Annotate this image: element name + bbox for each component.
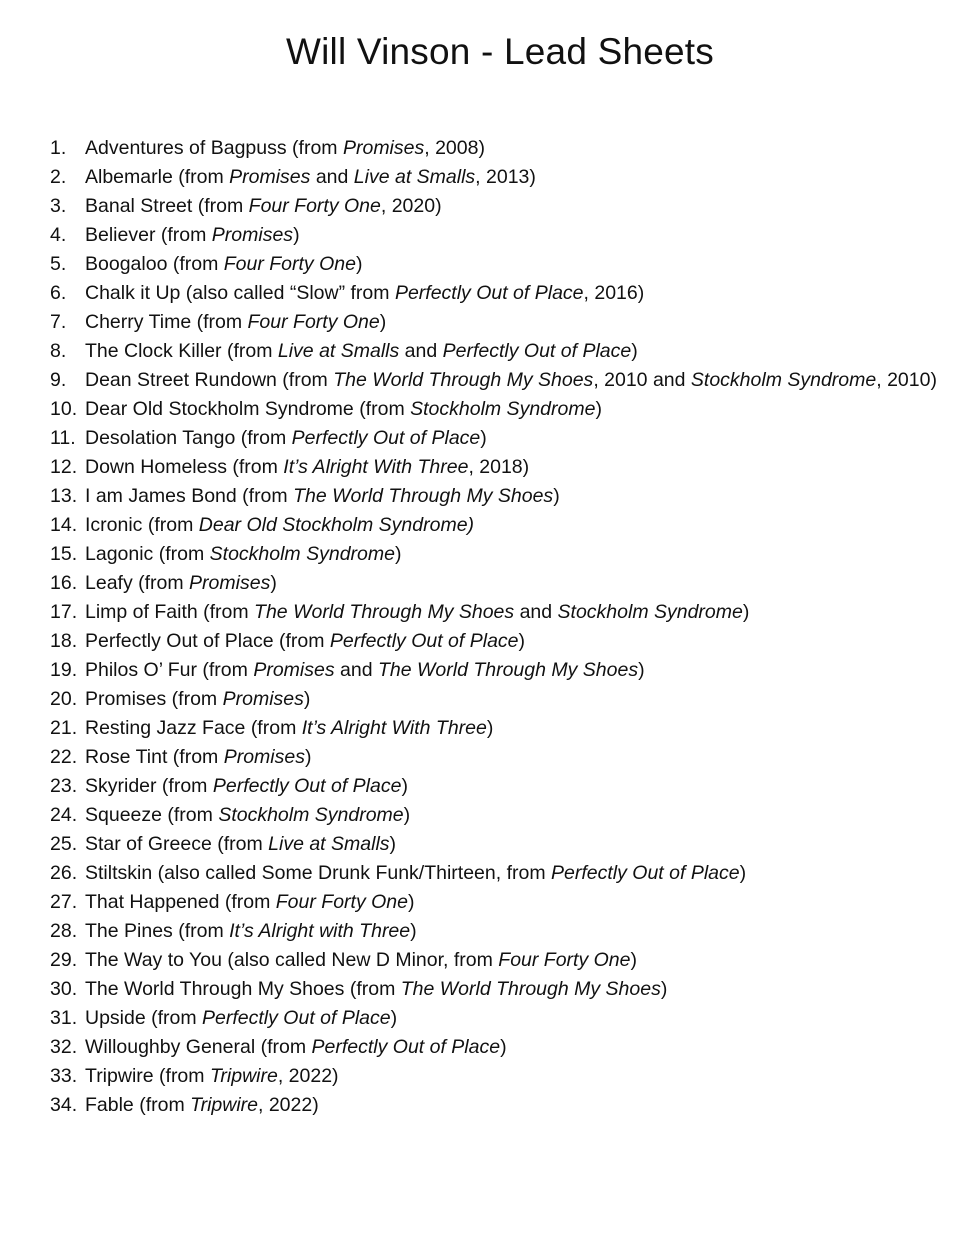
item-text-segment: ): [389, 833, 397, 855]
item-number: 16.: [50, 572, 78, 594]
item-text-segment: and: [399, 340, 443, 362]
album-title: Live at Smalls: [353, 166, 476, 188]
lead-sheet-item: [50, 279, 960, 308]
lead-sheet-item: [50, 888, 960, 917]
item-number: 13.: [50, 485, 78, 507]
item-number: 7.: [50, 311, 67, 333]
lead-sheet-item: [50, 975, 960, 1004]
album-title: Promises: [211, 224, 294, 246]
item-text: [85, 279, 960, 308]
item-number: 31.: [50, 1007, 78, 1029]
item-text-segment: ): [410, 920, 417, 942]
album-title: Promises: [229, 166, 311, 188]
album-title: Promises: [222, 688, 304, 710]
lead-sheet-item: [50, 221, 960, 250]
item-text-segment: and: [514, 601, 558, 623]
item-text-segment: The Clock Killer (from: [85, 340, 278, 362]
item-number: 18.: [50, 630, 78, 652]
item-text-segment: and: [310, 166, 354, 188]
album-title: Stockholm Syndrome: [410, 398, 596, 420]
item-number: 15.: [50, 543, 78, 565]
album-title: The World Through My Shoes: [254, 601, 515, 623]
item-text-segment: That Happened (from: [85, 891, 276, 913]
lead-sheet-item: [50, 859, 960, 888]
item-number: 25.: [50, 833, 78, 855]
item-text-segment: ): [739, 862, 747, 884]
lead-sheet-item: [50, 569, 960, 598]
item-text: [85, 308, 960, 337]
page-title: Will Vinson - Lead Sheets: [286, 31, 714, 72]
album-title: The World Through My Shoes: [293, 485, 554, 507]
item-text-segment: ): [631, 340, 638, 362]
item-text-segment: Chalk it Up (also called “Slow” from: [85, 282, 395, 304]
album-title: Promises: [342, 137, 425, 159]
item-number: 21.: [50, 717, 78, 739]
item-text-segment: Lagonic (from: [85, 543, 210, 565]
item-number: 11.: [50, 427, 76, 449]
lead-sheet-item: [50, 308, 960, 337]
item-number: 12.: [50, 456, 78, 478]
item-text-segment: Believer (from: [85, 224, 212, 246]
item-text: [85, 424, 960, 453]
item-number: 32.: [50, 1036, 78, 1058]
item-text-segment: The Way to You (also called New D Minor, from: [85, 949, 499, 971]
album-title: The World Through My Shoes: [377, 659, 639, 681]
item-text: [85, 134, 960, 163]
album-title: It’s Alright With Three: [301, 717, 487, 739]
item-text-segment: Star of Greece (from: [85, 833, 269, 855]
album-title: Four Forty One: [248, 195, 381, 217]
lead-sheet-item: [50, 743, 960, 772]
item-number: 24.: [50, 804, 78, 826]
item-text: [85, 482, 960, 511]
item-number: 10.: [50, 398, 78, 420]
item-text-segment: ): [518, 630, 526, 652]
item-text-segment: Fable (from: [85, 1094, 191, 1116]
item-text-segment: , 2022): [258, 1094, 319, 1116]
item-text: [85, 453, 960, 482]
album-title: Four Forty One: [275, 891, 408, 913]
album-title: Tripwire: [209, 1065, 278, 1087]
item-number: 29.: [50, 949, 78, 971]
lead-sheet-item: [50, 337, 960, 366]
item-text: [85, 366, 960, 395]
item-text-segment: ): [303, 688, 311, 710]
item-text-segment: Cherry Time (from: [85, 311, 248, 333]
item-text: [85, 627, 960, 656]
item-text-segment: Dear Old Stockholm Syndrome (from: [85, 398, 411, 420]
album-title: Live at Smalls: [268, 833, 390, 855]
album-title: Perfectly Out of Place: [291, 427, 481, 449]
album-title: Perfectly Out of Place: [442, 340, 632, 362]
lead-sheet-item: [50, 801, 960, 830]
item-text-segment: ): [553, 485, 560, 507]
item-text-segment: , 2016): [583, 282, 645, 304]
item-number: 22.: [50, 746, 78, 768]
album-title: Perfectly Out of Place: [551, 862, 740, 884]
album-title: Promises: [253, 659, 335, 681]
item-text-segment: ): [293, 224, 300, 246]
item-text: [85, 888, 960, 917]
item-text-segment: , 2022): [277, 1065, 339, 1087]
item-text-segment: Boogaloo (from: [85, 253, 224, 275]
album-title: Dear Old Stockholm Syndrome): [198, 514, 475, 536]
item-text: [85, 772, 960, 801]
album-title: Promises: [189, 572, 271, 594]
item-number: 27.: [50, 891, 78, 913]
item-number: 30.: [50, 978, 78, 1000]
album-title: Four Forty One: [223, 253, 356, 275]
item-text-segment: Dean Street Rundown (from: [85, 369, 334, 391]
lead-sheet-item: [50, 1004, 960, 1033]
item-text: [85, 337, 960, 366]
item-text-segment: , 2020): [380, 195, 442, 217]
item-text-segment: ): [270, 572, 277, 594]
lead-sheet-item: [50, 1033, 960, 1062]
lead-sheet-item: [50, 946, 960, 975]
item-text: [85, 830, 960, 859]
item-text: [85, 917, 960, 946]
lead-sheet-item: [50, 395, 960, 424]
album-title: Tripwire: [190, 1094, 258, 1116]
album-title: Perfectly Out of Place: [311, 1036, 501, 1058]
item-number: 26.: [50, 862, 78, 884]
item-number: 20.: [50, 688, 78, 710]
album-title: Four Forty One: [498, 949, 631, 971]
item-text-segment: Perfectly Out of Place (from: [85, 630, 330, 652]
item-number: 17.: [50, 601, 78, 623]
lead-sheet-item: [50, 627, 960, 656]
lead-sheet-item: [50, 830, 960, 859]
lead-sheet-item: [50, 453, 960, 482]
item-text-segment: Philos O’ Fur (from: [85, 659, 254, 681]
lead-sheet-list: [50, 134, 960, 1120]
item-text-segment: ): [480, 427, 487, 449]
item-number: 33.: [50, 1065, 78, 1087]
item-text: [85, 1091, 960, 1120]
item-text: [85, 975, 960, 1004]
item-text-segment: , 2010 and: [593, 369, 691, 391]
item-text-segment: ): [403, 804, 411, 826]
item-text-segment: ): [304, 746, 312, 768]
lead-sheet-item: [50, 685, 960, 714]
item-number: 9.: [50, 369, 67, 391]
item-text-segment: ): [379, 311, 387, 333]
album-title: It’s Alright With Three: [283, 456, 469, 478]
album-title: Stockholm Syndrome: [209, 543, 395, 565]
lead-sheet-item: [50, 163, 960, 192]
item-text-segment: Albemarle (from: [85, 166, 230, 188]
item-text-segment: Resting Jazz Face (from: [85, 717, 302, 739]
item-text: [85, 1004, 960, 1033]
item-text: [85, 511, 960, 540]
item-number: 19.: [50, 659, 78, 681]
item-text: [85, 743, 960, 772]
album-title: Perfectly Out of Place: [212, 775, 402, 797]
item-text-segment: ): [394, 543, 402, 565]
item-text-segment: Upside (from: [85, 1007, 203, 1029]
item-text-segment: ): [407, 891, 415, 913]
item-text-segment: and: [334, 659, 378, 681]
album-title: The World Through My Shoes: [333, 369, 594, 391]
item-text-segment: Adventures of Bagpuss (from: [85, 137, 343, 159]
album-title: Promises: [223, 746, 305, 768]
item-number: 23.: [50, 775, 78, 797]
item-text-segment: The Pines (from: [85, 920, 230, 942]
item-text-segment: ): [638, 659, 645, 681]
item-number: 6.: [50, 282, 67, 304]
item-number: 5.: [50, 253, 67, 275]
item-number: 34.: [50, 1094, 78, 1116]
lead-sheet-item: [50, 511, 960, 540]
item-text: [85, 1033, 960, 1062]
item-text: [85, 1062, 960, 1091]
item-text: [85, 569, 960, 598]
item-text-segment: Desolation Tango (from: [85, 427, 292, 449]
item-text-segment: Rose Tint (from: [85, 746, 224, 768]
item-text-segment: , 2010): [876, 369, 937, 391]
item-text-segment: ): [630, 949, 637, 971]
item-number: 14.: [50, 514, 78, 536]
item-text-segment: ): [595, 398, 602, 420]
item-text: [85, 192, 960, 221]
lead-sheet-item: [50, 366, 960, 395]
item-text: [85, 163, 960, 192]
item-text: [85, 656, 960, 685]
item-number: 2.: [50, 166, 67, 188]
item-text: [85, 946, 960, 975]
album-title: Perfectly Out of Place: [394, 282, 584, 304]
lead-sheet-item: [50, 772, 960, 801]
lead-sheet-item: [50, 1062, 960, 1091]
item-text-segment: ): [355, 253, 363, 275]
lead-sheet-item: [50, 192, 960, 221]
item-text-segment: Skyrider (from: [85, 775, 213, 797]
item-text-segment: Banal Street (from: [85, 195, 249, 217]
item-text-segment: ): [742, 601, 750, 623]
lead-sheet-item: [50, 134, 960, 163]
lead-sheet-item: [50, 250, 960, 279]
item-text-segment: ): [660, 978, 668, 1000]
item-text-segment: Leafy (from: [85, 572, 190, 594]
item-number: 4.: [50, 224, 67, 246]
item-text-segment: ): [401, 775, 408, 797]
item-text: [85, 395, 960, 424]
item-text-segment: ): [486, 717, 494, 739]
item-text-segment: , 2013): [475, 166, 536, 188]
item-text: [85, 801, 960, 830]
lead-sheet-item: [50, 1091, 960, 1120]
item-text: [85, 685, 960, 714]
lead-sheet-item: [50, 482, 960, 511]
item-number: 1.: [50, 137, 67, 159]
album-title: Perfectly Out of Place: [329, 630, 519, 652]
item-text-segment: Squeeze (from: [85, 804, 219, 826]
item-text-segment: Willoughby General (from: [85, 1036, 312, 1058]
lead-sheet-item: [50, 714, 960, 743]
album-title: It’s Alright with Three: [229, 920, 411, 942]
album-title: Stockholm Syndrome: [557, 601, 743, 623]
lead-sheet-item: [50, 424, 960, 453]
item-text: [85, 221, 960, 250]
item-text-segment: ): [500, 1036, 507, 1058]
item-text-segment: Limp of Faith (from: [85, 601, 255, 623]
album-title: Stockholm Syndrome: [218, 804, 404, 826]
album-title: Four Forty One: [247, 311, 380, 333]
item-text: [85, 540, 960, 569]
item-text: [85, 714, 960, 743]
item-text-segment: Icronic (from: [85, 514, 199, 536]
item-text: [85, 859, 960, 888]
item-text: [85, 598, 960, 627]
album-title: Perfectly Out of Place: [202, 1007, 391, 1029]
item-text-segment: Promises (from: [85, 688, 223, 710]
item-text-segment: I am James Bond (from: [85, 485, 294, 507]
lead-sheet-item: [50, 598, 960, 627]
album-title: The World Through My Shoes: [400, 978, 661, 1000]
item-text-segment: Tripwire (from: [85, 1065, 210, 1087]
item-text-segment: , 2008): [424, 137, 485, 159]
item-text-segment: The World Through My Shoes (from: [85, 978, 401, 1000]
item-number: 3.: [50, 195, 67, 217]
album-title: Stockholm Syndrome: [690, 369, 877, 391]
item-number: 28.: [50, 920, 78, 942]
album-title: Live at Smalls: [277, 340, 400, 362]
item-text-segment: Stiltskin (also called Some Drunk Funk/Thirteen, from: [85, 862, 552, 884]
lead-sheet-item: [50, 656, 960, 685]
item-text-segment: Down Homeless (from: [85, 456, 284, 478]
item-text-segment: , 2018): [468, 456, 530, 478]
lead-sheet-item: [50, 540, 960, 569]
lead-sheet-item: [50, 917, 960, 946]
item-text-segment: ): [390, 1007, 398, 1029]
item-number: 8.: [50, 340, 67, 362]
item-text: [85, 250, 960, 279]
